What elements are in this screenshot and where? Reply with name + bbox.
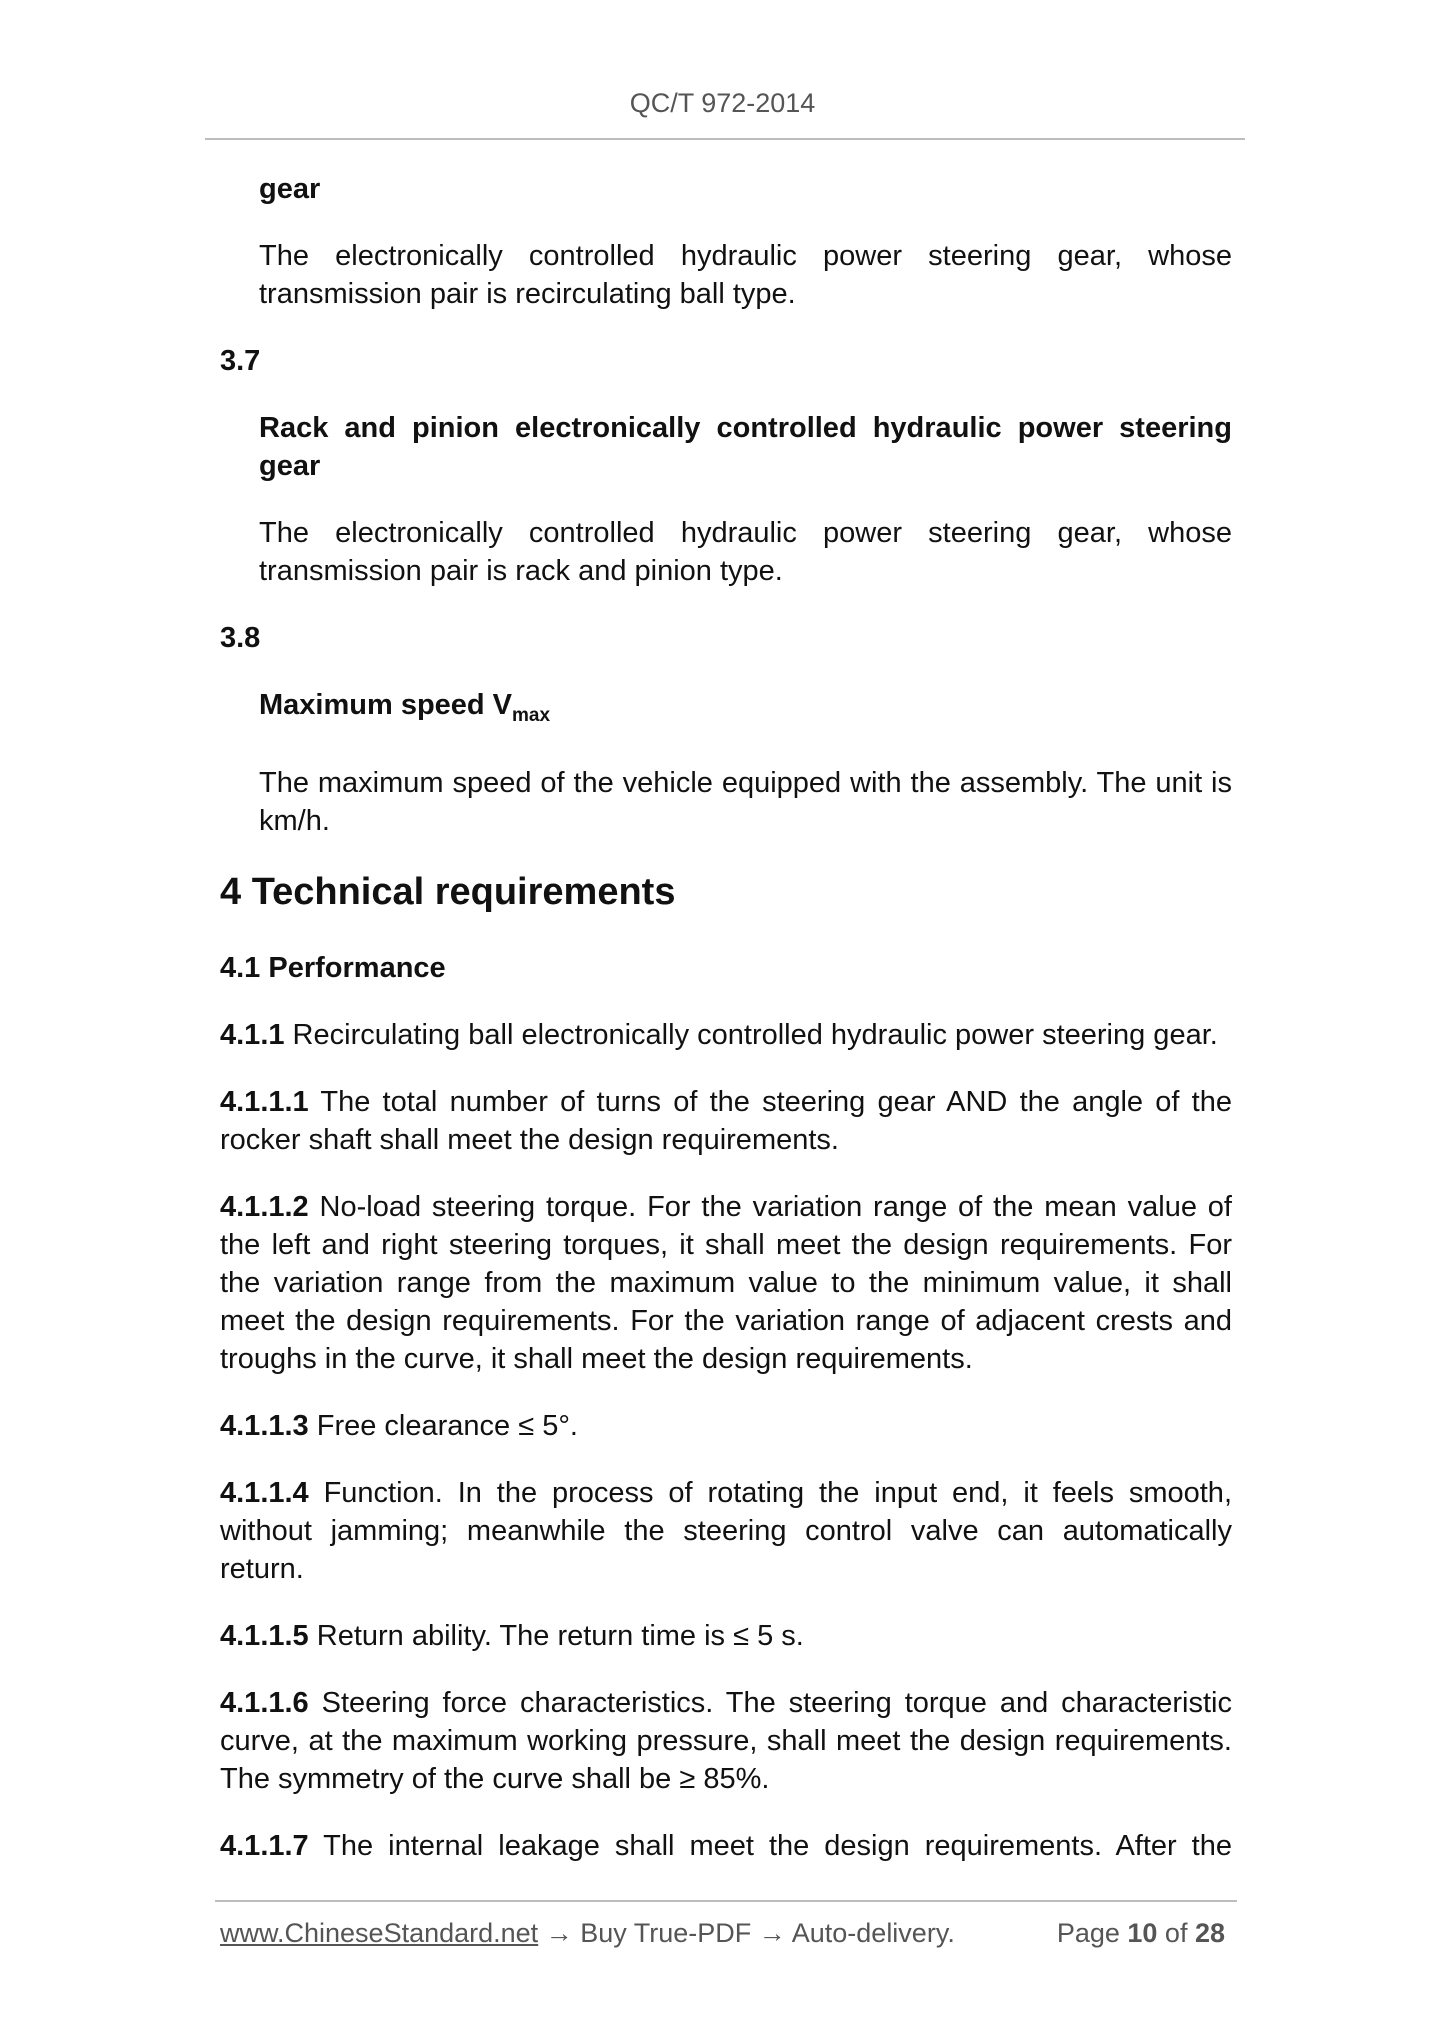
clause-number: 4.1.1.2: [220, 1190, 309, 1223]
clause-4-1-1-5: [220, 1617, 1232, 1655]
footer-promo: [220, 1918, 955, 1949]
term-3-8-subscript: max: [512, 704, 551, 726]
clause-number: 4.1.1.1: [220, 1085, 309, 1118]
clause-3-8-number: 3.8: [220, 622, 261, 654]
term-3-8-text: Maximum speed V: [259, 689, 513, 721]
site-link[interactable]: www.ChineseStandard.net: [220, 1918, 539, 1948]
definition-3-8: The maximum speed of the vehicle equipped with the assembly. The unit is km/h.: [259, 766, 1232, 837]
clause-text: Free clearance ≤ 5°.: [308, 1409, 578, 1442]
subsection-heading-4-1: 4.1 Performance: [220, 951, 446, 984]
clause-number: 4.1.1.7: [220, 1829, 309, 1862]
definition-3-6: The electronically controlled hydraulic power steering gear, whose transmission pair is recirculating ball type.: [259, 240, 1232, 310]
clause-4-1-1-4: [220, 1474, 1232, 1588]
clause-number: 4.1.1.4: [220, 1476, 309, 1509]
clause-3-7-number: 3.7: [220, 345, 261, 377]
current-page: 10: [1127, 1918, 1158, 1948]
clause-text: Steering force characteristics. The steering torque and characteristic curve, at the maximum working pressure, shall meet the design requirements. The symmetry of the curve shall be ≥ 85%.: [220, 1686, 1232, 1795]
footer-promo-text: → Buy True-PDF → Auto-delivery.: [538, 1918, 955, 1948]
term-3-8: [259, 686, 1232, 735]
clause-4-1-1-2: [220, 1188, 1232, 1378]
clause-number: 4.1.1.3: [220, 1409, 309, 1442]
page-body: [220, 170, 1232, 1894]
clause-text: Return ability. The return time is ≤ 5 s.: [308, 1619, 804, 1652]
clause-number: 4.1.1: [220, 1018, 285, 1051]
clause-4-1-1: [220, 1016, 1232, 1054]
page-number: [1057, 1918, 1225, 1949]
term-3-7: Rack and pinion electronically controlled hydraulic power steering gear: [259, 412, 1232, 482]
clause-text: Function. In the process of rotating the input end, it feels smooth, without jamming; meanwhile the steering control valve can automatically return.: [220, 1476, 1232, 1585]
page-label: Page: [1056, 1918, 1128, 1948]
clause-text: Recirculating ball electronically controlled hydraulic power steering gear.: [284, 1018, 1218, 1051]
clause-text: The internal leakage shall meet the design requirements. After the: [308, 1829, 1232, 1862]
clause-4-1-1-3: [220, 1407, 1232, 1445]
running-header: QC/T 972-2014: [629, 88, 816, 118]
total-pages: 28: [1194, 1918, 1225, 1948]
clause-4-1-1-1: [220, 1083, 1232, 1159]
of-label: of: [1157, 1918, 1195, 1948]
section-heading-4: 4 Technical requirements: [220, 870, 676, 913]
clause-number: 4.1.1.6: [220, 1686, 309, 1719]
clause-4-1-1-7: [220, 1827, 1232, 1865]
clause-text: The total number of turns of the steering gear AND the angle of the rocker shaft shall meet the design requirements.: [220, 1085, 1232, 1156]
clause-number: 4.1.1.5: [220, 1619, 309, 1652]
definition-3-7: The electronically controlled hydraulic power steering gear, whose transmission pair is rack and pinion type.: [259, 517, 1232, 587]
footer-divider: [215, 1900, 1237, 1902]
clause-text: No-load steering torque. For the variation range of the mean value of the left and right steering torques, it shall meet the design requirements. For the variation range from the maximum value to the minimum value, it shall meet the design requirements. For the variation range of adjacent crests and troughs in the curve, it shall meet the design requirements.: [220, 1190, 1232, 1375]
header-divider: [205, 138, 1245, 140]
term-continuation: gear: [259, 173, 321, 205]
clause-4-1-1-6: [220, 1684, 1232, 1798]
